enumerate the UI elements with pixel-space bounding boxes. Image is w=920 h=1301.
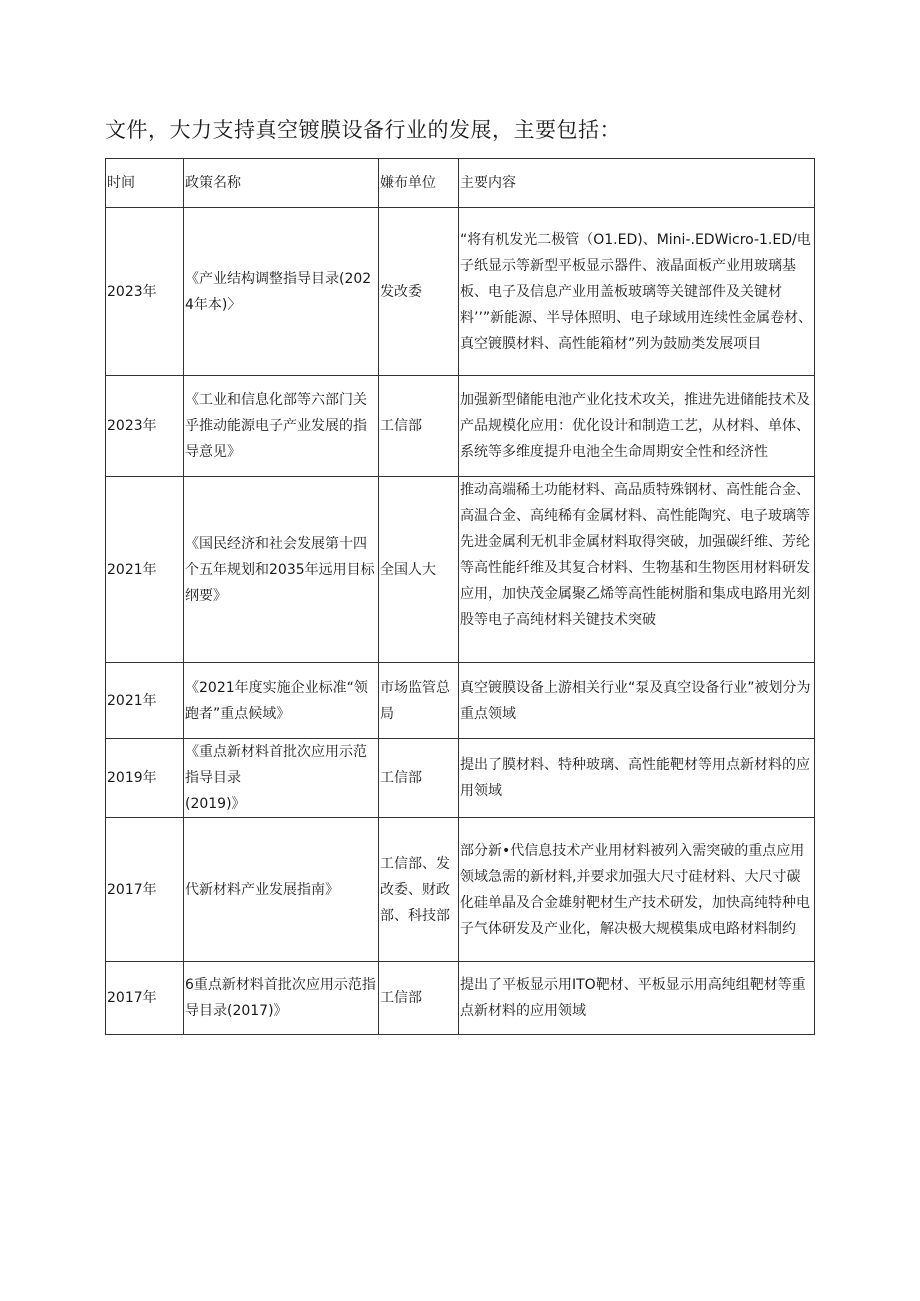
row-content: 提出了平板显示用ITO靶材、平板显示用高纯组靶材等重点新材料的应用领域 [459,962,815,1035]
row-content: 真空镀膜设备上游相关行业“泵及真空设备行业”被划分为重点领域 [459,663,815,739]
table-row [106,477,815,663]
row-content: 推动高端稀土功能材料、高品质特殊钢材、高性能合金、高温合金、高纯稀有金属材料、高性能陶究、电子玻璃等先进金属利无机非金属材料取得突破，加强碳纤维、芳纶等高性能纤维及其复合材料、生物基和生物医用材料研发应用，加快茂金属聚乙烯等高性能树脂和集成电路用光刻股等电子高纯材料关键技术突破 [459,477,815,663]
policy-table [105,158,815,1035]
row-issuer: 工信部、发改委、财政部、科技部 [379,818,459,962]
table-header-row [106,159,815,208]
header-policy-name: 政策名称 [184,159,379,208]
table-row [106,962,815,1035]
row-content: 加强新型储能电池产业化技术攻关，推进先进储能技术及产品规模化应用：优化设计和制造工艺，从材料、单体、系统等多维度提升电池全生命周期安全性和经济性 [459,376,815,477]
row-policy-name: 代新材料产业发展指南》 [184,818,379,962]
table-row [106,739,815,818]
row-issuer: 发改委 [379,208,459,376]
row-policy-name [184,739,379,818]
row-policy-name: 6重点新材料首批次应用示范指导目录(2017)》 [184,962,379,1035]
row-policy-name-line: (2019)》 [185,796,246,812]
table-row [106,376,815,477]
row-policy-name-line: 《重点新材料首批次应用示范指导目录 [185,744,367,786]
row-policy-name: 《2021年度实施企业标准“领跑者”重点候域》 [184,663,379,739]
table-row [106,663,815,739]
row-issuer: 工信部 [379,376,459,477]
header-content: 主要内容 [459,159,815,208]
row-policy-name: 《国民经济和社会发展第十四个五年规划和2035年远用目标纲要》 [184,477,379,663]
row-year: 2017年 [106,818,184,962]
header-time: 时间 [106,159,184,208]
row-content: “将有机发光二极管（O1.ED)、Mini-.EDWicro-1.ED/电子纸显示等新型平板显示器件、液晶面板产业用玻璃基板、电子及信息产业用盖板玻璃等关键部件及关键材料’’”新能源、半导体照明、电子球域用连续性金属卷材、真空镀膜材料、高性能箱材”列为鼓励类发展项目 [459,208,815,376]
intro-text: 文件，大力支持真空镀膜设备行业的发展，主要包括： [105,118,621,142]
row-year: 2017年 [106,962,184,1035]
row-year: 2023年 [106,208,184,376]
row-year: 2023年 [106,376,184,477]
header-issuer: 嫌布单位 [379,159,459,208]
table-row [106,818,815,962]
row-issuer: 全国人大 [379,477,459,663]
row-year: 2021年 [106,663,184,739]
row-content: 提出了膜材料、特种玻璃、高性能靶材等用点新材料的应用领域 [459,739,815,818]
row-content: 部分新•代信息技术产业用材料被列入需突破的重点应用领域急需的新材料,并要求加强大尺寸硅材料、大尺寸碳化硅单晶及合金雄射靶材生产技术研发，加快高纯特种电子气体研发及产业化，解决极大规模集成电路材料制约 [459,818,815,962]
row-year: 2019年 [106,739,184,818]
row-issuer: 工信部 [379,739,459,818]
row-issuer: 工信部 [379,962,459,1035]
row-year: 2021年 [106,477,184,663]
table-row [106,208,815,376]
row-issuer: 市场监管总局 [379,663,459,739]
row-policy-name: 《产业结构调整指导目录(2024年本)〉 [184,208,379,376]
row-policy-name: 《工业和信息化部等六部门关乎推动能源电子产业发展的指导意见》 [184,376,379,477]
